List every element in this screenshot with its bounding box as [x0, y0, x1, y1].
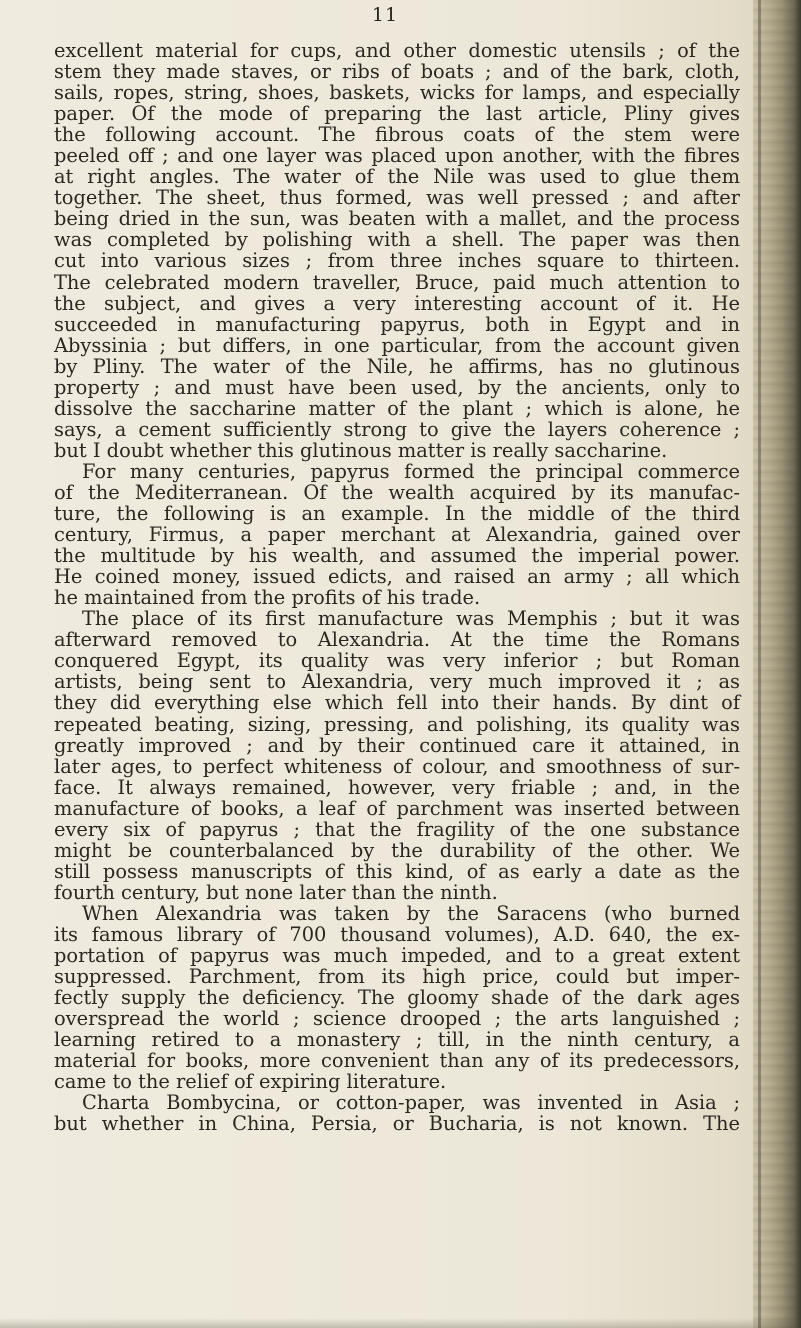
text-line: century, Firmus, a paper merchant at Alexandria, gained over — [54, 523, 740, 547]
text-line: says, a cement sufficiently strong to give the layers coherence ; — [54, 417, 740, 441]
text-line: fectly supply the deficiency. The gloomy shade of the dark ages — [54, 986, 740, 1010]
text-line: manufacture of books, a leaf of parchment was inserted between — [54, 796, 740, 820]
body-text — [54, 40, 740, 1134]
text-line: the multitude by his wealth, and assumed the imperial power. — [54, 544, 740, 568]
page-number: 11 — [371, 4, 399, 26]
paragraph-start-line: Charta Bombycina, or cotton-paper, was invented in Asia ; — [82, 1091, 740, 1115]
text-line: was completed by polishing with a shell. The paper was then — [54, 228, 740, 252]
text-line: He coined money, issued edicts, and raised an army ; all which — [54, 565, 740, 589]
text-line: but I doubt whether this glutinous matter is really saccharine. — [54, 438, 668, 462]
page-edge-line — [758, 0, 761, 1328]
paragraph-start-line: For many centuries, papyrus formed the principal commerce — [82, 459, 740, 483]
text-line: but whether in China, Persia, or Bucharia, is not known. The — [54, 1112, 740, 1136]
text-line: face. It always remained, however, very friable ; and, in the — [54, 775, 740, 799]
text-line: paper. Of the mode of preparing the last article, Pliny gives — [54, 102, 740, 126]
text-line: portation of papyrus was much impeded, and to a great extent — [54, 944, 740, 968]
text-line: they did everything else which fell into their hands. By dint of — [54, 691, 740, 715]
text-line: still possess manuscripts of this kind, of as early a date as the — [54, 859, 740, 883]
text-line: The celebrated modern traveller, Bruce, paid much attention to — [54, 270, 740, 294]
text-line: stem they made staves, or ribs of boats ; and of the bark, cloth, — [54, 60, 740, 84]
text-line: artists, being sent to Alexandria, very much improved it ; as — [54, 670, 740, 694]
text-line: fourth century, but none later than the ninth. — [54, 880, 498, 904]
text-line: the subject, and gives a very interesting account of it. He — [54, 291, 740, 315]
text-line: together. The sheet, thus formed, was well pressed ; and after — [54, 186, 740, 210]
text-line: greatly improved ; and by their continued care it attained, in — [54, 733, 740, 757]
text-line: dissolve the saccharine matter of the plant ; which is alone, he — [54, 396, 740, 420]
text-line: came to the relief of expiring literature. — [54, 1070, 447, 1094]
text-line: at right angles. The water of the Nile was used to glue them — [54, 165, 740, 189]
text-line: sails, ropes, string, shoes, baskets, wicks for lamps, and especially — [54, 81, 740, 105]
text-line: peeled off ; and one layer was placed upon another, with the fibres — [54, 144, 740, 168]
text-line: afterward removed to Alexandria. At the time the Romans — [54, 628, 740, 652]
paragraph-start-line: The place of its first manufacture was Memphis ; but it was — [82, 607, 740, 631]
text-line: repeated beating, sizing, pressing, and polishing, its quality was — [54, 712, 740, 736]
text-line: learning retired to a monastery ; till, in the ninth century, a — [54, 1028, 740, 1052]
text-line: property ; and must have been used, by the ancients, only to — [54, 375, 740, 399]
text-line: the following account. The fibrous coats of the stem were — [54, 123, 740, 147]
text-line: by Pliny. The water of the Nile, he affirms, has no glutinous — [54, 354, 740, 378]
text-line: conquered Egypt, its quality was very inferior ; but Roman — [54, 649, 740, 673]
text-line: being dried in the sun, was beaten with a mallet, and the process — [54, 207, 740, 231]
text-line: material for books, more convenient than any of its predecessors, — [54, 1049, 740, 1073]
text-line: later ages, to perfect whiteness of colour, and smoothness of sur- — [54, 754, 740, 778]
text-line: excellent material for cups, and other domestic utensils ; of the — [54, 39, 740, 62]
paragraph-start-line: When Alexandria was taken by the Saracens (who burned — [82, 901, 740, 925]
text-line: overspread the world ; science drooped ; the arts languished ; — [54, 1007, 740, 1031]
text-line: its famous library of 700 thousand volumes), A.D. 640, the ex- — [54, 922, 740, 946]
text-line: every six of papyrus ; that the fragility of the one substance — [54, 817, 740, 841]
text-line: succeeded in manufacturing papyrus, both in Egypt and in — [54, 312, 740, 336]
text-line: ture, the following is an example. In the middle of the third — [54, 502, 740, 526]
bottom-shadow — [0, 1318, 801, 1328]
text-line: of the Mediterranean. Of the wealth acquired by its manufac- — [54, 480, 740, 504]
text-line: suppressed. Parchment, from its high price, could but imper- — [54, 965, 740, 989]
text-line: he maintained from the profits of his trade. — [54, 586, 481, 610]
text-line: Abyssinia ; but differs, in one particular, from the account given — [54, 333, 740, 357]
text-line: cut into various sizes ; from three inches square to thirteen. — [54, 249, 740, 273]
text-line: might be counterbalanced by the durability of the other. We — [54, 838, 740, 862]
